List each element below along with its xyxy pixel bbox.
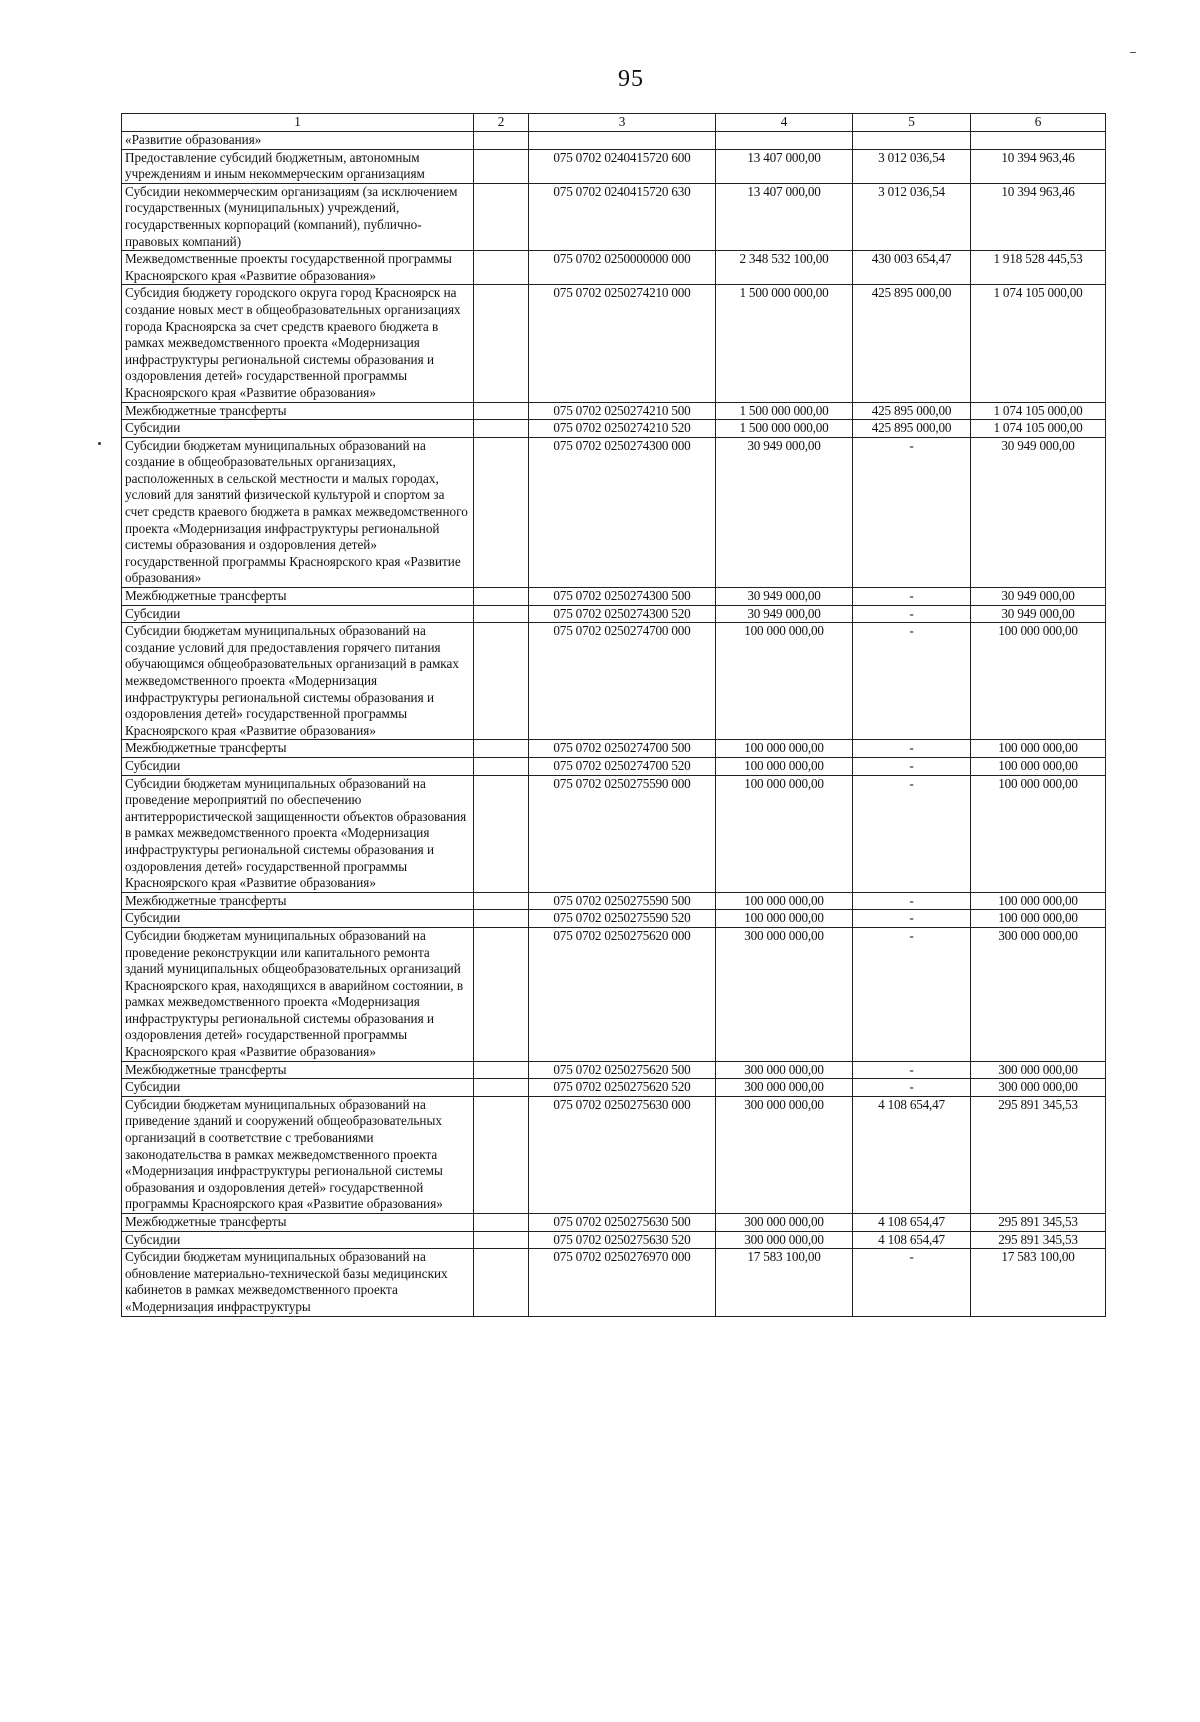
row-col2 — [474, 1079, 529, 1097]
row-plan-amount: 1 500 000 000,00 — [716, 420, 853, 438]
row-col2 — [474, 183, 529, 250]
row-executed-amount: - — [853, 588, 971, 606]
row-remaining-amount: 10 394 963,46 — [971, 183, 1106, 250]
row-plan-amount: 1 500 000 000,00 — [716, 285, 853, 402]
row-executed-amount: 425 895 000,00 — [853, 420, 971, 438]
table-row — [122, 757, 1106, 775]
table-row — [122, 892, 1106, 910]
column-header-1: 1 — [122, 114, 474, 132]
row-name: Субсидии бюджетам муниципальных образований на приведение зданий и сооружений общеобразовательных организаций в соответствие с требованиями законодательства в рамках межведомственного проекта «Модернизация инфраструктуры региональной системы образования и оздоровления детей» государственной программы Красноярского края «Развитие образования» — [122, 1096, 474, 1213]
row-name: Субсидии бюджетам муниципальных образований на создание в общеобразовательных организациях, расположенных в сельской местности и малых городах, условий для занятий физической культурой и спортом за счет средств краевого бюджета в рамках межведомственного проекта «Модернизация инфраструктуры региональной системы образования и оздоровления детей» государственной программы Красноярского края «Развитие образования» — [122, 437, 474, 587]
table-row — [122, 588, 1106, 606]
row-col2 — [474, 927, 529, 1061]
table-row — [122, 1079, 1106, 1097]
row-col2 — [474, 132, 529, 150]
row-code: 075 0702 0250274300 500 — [529, 588, 716, 606]
table-row — [122, 251, 1106, 285]
row-code: 075 0702 0250275590 000 — [529, 775, 716, 892]
row-executed-amount: - — [853, 927, 971, 1061]
row-plan-amount: 2 348 532 100,00 — [716, 251, 853, 285]
row-name: Межбюджетные трансферты — [122, 1061, 474, 1079]
row-col2 — [474, 1061, 529, 1079]
row-code: 075 0702 0250274300 000 — [529, 437, 716, 587]
row-remaining-amount: 1 918 528 445,53 — [971, 251, 1106, 285]
row-remaining-amount: 100 000 000,00 — [971, 910, 1106, 928]
row-name: Межбюджетные трансферты — [122, 588, 474, 606]
row-executed-amount: 4 108 654,47 — [853, 1214, 971, 1232]
row-executed-amount: - — [853, 623, 971, 740]
table-row — [122, 437, 1106, 587]
table-row — [122, 1231, 1106, 1249]
table-row — [122, 1096, 1106, 1213]
table-row — [122, 927, 1106, 1061]
row-col2 — [474, 1096, 529, 1213]
row-remaining-amount: 295 891 345,53 — [971, 1231, 1106, 1249]
row-name: Субсидии бюджетам муниципальных образований на проведение реконструкции или капитального ремонта зданий муниципальных общеобразовательных организаций Красноярского края, находящихся в аварийном состоянии, в рамках межведомственного проекта «Модернизация инфраструктуры региональной системы образования и оздоровления детей» государственной программы Красноярского края «Развитие образования» — [122, 927, 474, 1061]
row-plan-amount: 300 000 000,00 — [716, 1096, 853, 1213]
table-row — [122, 623, 1106, 740]
row-plan-amount: 100 000 000,00 — [716, 757, 853, 775]
row-executed-amount: 425 895 000,00 — [853, 285, 971, 402]
row-name: Субсидии — [122, 757, 474, 775]
column-header-3: 3 — [529, 114, 716, 132]
row-name: Субсидии — [122, 1231, 474, 1249]
table-row — [122, 1249, 1106, 1316]
column-header-5: 5 — [853, 114, 971, 132]
row-remaining-amount — [971, 132, 1106, 150]
row-executed-amount — [853, 132, 971, 150]
table-row — [122, 183, 1106, 250]
row-plan-amount: 300 000 000,00 — [716, 927, 853, 1061]
row-name: Межбюджетные трансферты — [122, 1214, 474, 1232]
row-col2 — [474, 437, 529, 587]
row-remaining-amount: 300 000 000,00 — [971, 1061, 1106, 1079]
column-header-6: 6 — [971, 114, 1106, 132]
table-header-row — [122, 114, 1106, 132]
row-code: 075 0702 0240415720 600 — [529, 149, 716, 183]
row-code: 075 0702 0250274210 500 — [529, 402, 716, 420]
row-name: Субсидия бюджету городского округа город Красноярск на создание новых мест в общеобразовательных организациях города Красноярска за счет средств краевого бюджета в рамках межведомственного проекта «Модернизация инфраструктуры региональной системы образования и оздоровления детей» государственной программы Красноярского края «Развитие образования» — [122, 285, 474, 402]
row-name: Субсидии бюджетам муниципальных образований на обновление материально-технической базы медицинских кабинетов в рамках межведомственного проекта «Модернизация инфраструктуры — [122, 1249, 474, 1316]
row-plan-amount: 100 000 000,00 — [716, 775, 853, 892]
row-code: 075 0702 0250275620 520 — [529, 1079, 716, 1097]
row-plan-amount: 100 000 000,00 — [716, 623, 853, 740]
table-row — [122, 775, 1106, 892]
row-code: 075 0702 0250274300 520 — [529, 605, 716, 623]
row-name: Субсидии некоммерческим организациям (за исключением государственных (муниципальных) учреждений, государственных корпораций (компаний), публично-правовых компаний) — [122, 183, 474, 250]
page-number: 95 — [618, 66, 644, 92]
row-name: Субсидии бюджетам муниципальных образований на создание условий для предоставления горячего питания обучающимся общеобразовательных организаций в рамках межведомственного проекта «Модернизация инфраструктуры региональной системы образования и оздоровления детей» государственной программы Красноярского края «Развитие образования» — [122, 623, 474, 740]
column-header-4: 4 — [716, 114, 853, 132]
row-remaining-amount: 17 583 100,00 — [971, 1249, 1106, 1316]
row-executed-amount: - — [853, 1061, 971, 1079]
row-executed-amount: - — [853, 1249, 971, 1316]
row-name: Субсидии — [122, 605, 474, 623]
row-plan-amount: 100 000 000,00 — [716, 892, 853, 910]
row-executed-amount: 4 108 654,47 — [853, 1096, 971, 1213]
row-plan-amount: 30 949 000,00 — [716, 437, 853, 587]
row-remaining-amount: 100 000 000,00 — [971, 623, 1106, 740]
row-plan-amount: 1 500 000 000,00 — [716, 402, 853, 420]
row-executed-amount: 3 012 036,54 — [853, 183, 971, 250]
row-plan-amount: 300 000 000,00 — [716, 1214, 853, 1232]
row-col2 — [474, 740, 529, 758]
row-col2 — [474, 1249, 529, 1316]
row-executed-amount: - — [853, 1079, 971, 1097]
row-remaining-amount: 1 074 105 000,00 — [971, 285, 1106, 402]
row-code: 075 0702 0250274210 000 — [529, 285, 716, 402]
row-code: 075 0702 0250000000 000 — [529, 251, 716, 285]
row-remaining-amount: 30 949 000,00 — [971, 437, 1106, 587]
row-plan-amount: 30 949 000,00 — [716, 588, 853, 606]
row-plan-amount: 300 000 000,00 — [716, 1061, 853, 1079]
row-code: 075 0702 0250274700 500 — [529, 740, 716, 758]
row-name: Субсидии — [122, 910, 474, 928]
row-remaining-amount: 100 000 000,00 — [971, 740, 1106, 758]
row-remaining-amount: 100 000 000,00 — [971, 775, 1106, 892]
row-plan-amount: 100 000 000,00 — [716, 910, 853, 928]
column-header-2: 2 — [474, 114, 529, 132]
row-col2 — [474, 910, 529, 928]
row-col2 — [474, 588, 529, 606]
row-plan-amount: 300 000 000,00 — [716, 1079, 853, 1097]
row-code — [529, 132, 716, 150]
row-executed-amount: - — [853, 892, 971, 910]
row-name: Предоставление субсидий бюджетным, автономным учреждениям и иным некоммерческим организациям — [122, 149, 474, 183]
row-col2 — [474, 757, 529, 775]
row-name: Межбюджетные трансферты — [122, 892, 474, 910]
row-remaining-amount: 295 891 345,53 — [971, 1096, 1106, 1213]
row-remaining-amount: 100 000 000,00 — [971, 892, 1106, 910]
scan-mark — [1130, 52, 1136, 53]
row-code: 075 0702 0250275590 520 — [529, 910, 716, 928]
row-name: Межведомственные проекты государственной программы Красноярского края «Развитие образования» — [122, 251, 474, 285]
row-code: 075 0702 0250274210 520 — [529, 420, 716, 438]
row-executed-amount: - — [853, 605, 971, 623]
row-remaining-amount: 1 074 105 000,00 — [971, 420, 1106, 438]
table-row — [122, 285, 1106, 402]
row-executed-amount: - — [853, 437, 971, 587]
row-code: 075 0702 0240415720 630 — [529, 183, 716, 250]
row-col2 — [474, 623, 529, 740]
row-name: Субсидии — [122, 1079, 474, 1097]
row-code: 075 0702 0250276970 000 — [529, 1249, 716, 1316]
row-name: Субсидии бюджетам муниципальных образований на проведение мероприятий по обеспечению антитеррористической защищенности объектов образования в рамках межведомственного проекта «Модернизация инфраструктуры региональной системы образования и оздоровления детей» государственной программы Красноярского края «Развитие образования» — [122, 775, 474, 892]
row-col2 — [474, 605, 529, 623]
row-col2 — [474, 775, 529, 892]
row-name: Межбюджетные трансферты — [122, 740, 474, 758]
row-code: 075 0702 0250275630 500 — [529, 1214, 716, 1232]
row-executed-amount: - — [853, 757, 971, 775]
row-remaining-amount: 30 949 000,00 — [971, 605, 1106, 623]
row-remaining-amount: 300 000 000,00 — [971, 927, 1106, 1061]
row-name: Межбюджетные трансферты — [122, 402, 474, 420]
row-col2 — [474, 892, 529, 910]
row-col2 — [474, 149, 529, 183]
row-plan-amount: 300 000 000,00 — [716, 1231, 853, 1249]
row-code: 075 0702 0250275630 000 — [529, 1096, 716, 1213]
row-remaining-amount: 1 074 105 000,00 — [971, 402, 1106, 420]
row-col2 — [474, 1231, 529, 1249]
row-plan-amount: 13 407 000,00 — [716, 183, 853, 250]
table-row — [122, 420, 1106, 438]
table-row — [122, 605, 1106, 623]
row-executed-amount: 430 003 654,47 — [853, 251, 971, 285]
row-executed-amount: - — [853, 740, 971, 758]
table-row — [122, 149, 1106, 183]
row-remaining-amount: 100 000 000,00 — [971, 757, 1106, 775]
row-plan-amount: 13 407 000,00 — [716, 149, 853, 183]
row-code: 075 0702 0250275620 000 — [529, 927, 716, 1061]
table-row — [122, 740, 1106, 758]
table-row — [122, 910, 1106, 928]
row-code: 075 0702 0250274700 520 — [529, 757, 716, 775]
row-col2 — [474, 251, 529, 285]
table-row — [122, 402, 1106, 420]
table-body — [122, 132, 1106, 1317]
row-plan-amount: 17 583 100,00 — [716, 1249, 853, 1316]
row-plan-amount: 100 000 000,00 — [716, 740, 853, 758]
row-executed-amount: 3 012 036,54 — [853, 149, 971, 183]
row-code: 075 0702 0250275630 520 — [529, 1231, 716, 1249]
table-row — [122, 1214, 1106, 1232]
row-name: Субсидии — [122, 420, 474, 438]
row-remaining-amount: 295 891 345,53 — [971, 1214, 1106, 1232]
row-code: 075 0702 0250275590 500 — [529, 892, 716, 910]
row-col2 — [474, 402, 529, 420]
row-col2 — [474, 1214, 529, 1232]
table-row — [122, 1061, 1106, 1079]
row-executed-amount: 425 895 000,00 — [853, 402, 971, 420]
row-code: 075 0702 0250274700 000 — [529, 623, 716, 740]
row-remaining-amount: 30 949 000,00 — [971, 588, 1106, 606]
scan-dot — [98, 442, 101, 445]
row-plan-amount: 30 949 000,00 — [716, 605, 853, 623]
row-executed-amount: - — [853, 775, 971, 892]
row-remaining-amount: 10 394 963,46 — [971, 149, 1106, 183]
row-code: 075 0702 0250275620 500 — [529, 1061, 716, 1079]
row-executed-amount: - — [853, 910, 971, 928]
row-col2 — [474, 285, 529, 402]
row-plan-amount — [716, 132, 853, 150]
table-row — [122, 132, 1106, 150]
row-col2 — [474, 420, 529, 438]
row-remaining-amount: 300 000 000,00 — [971, 1079, 1106, 1097]
row-name: «Развитие образования» — [122, 132, 474, 150]
budget-table — [121, 113, 1106, 1317]
row-executed-amount: 4 108 654,47 — [853, 1231, 971, 1249]
